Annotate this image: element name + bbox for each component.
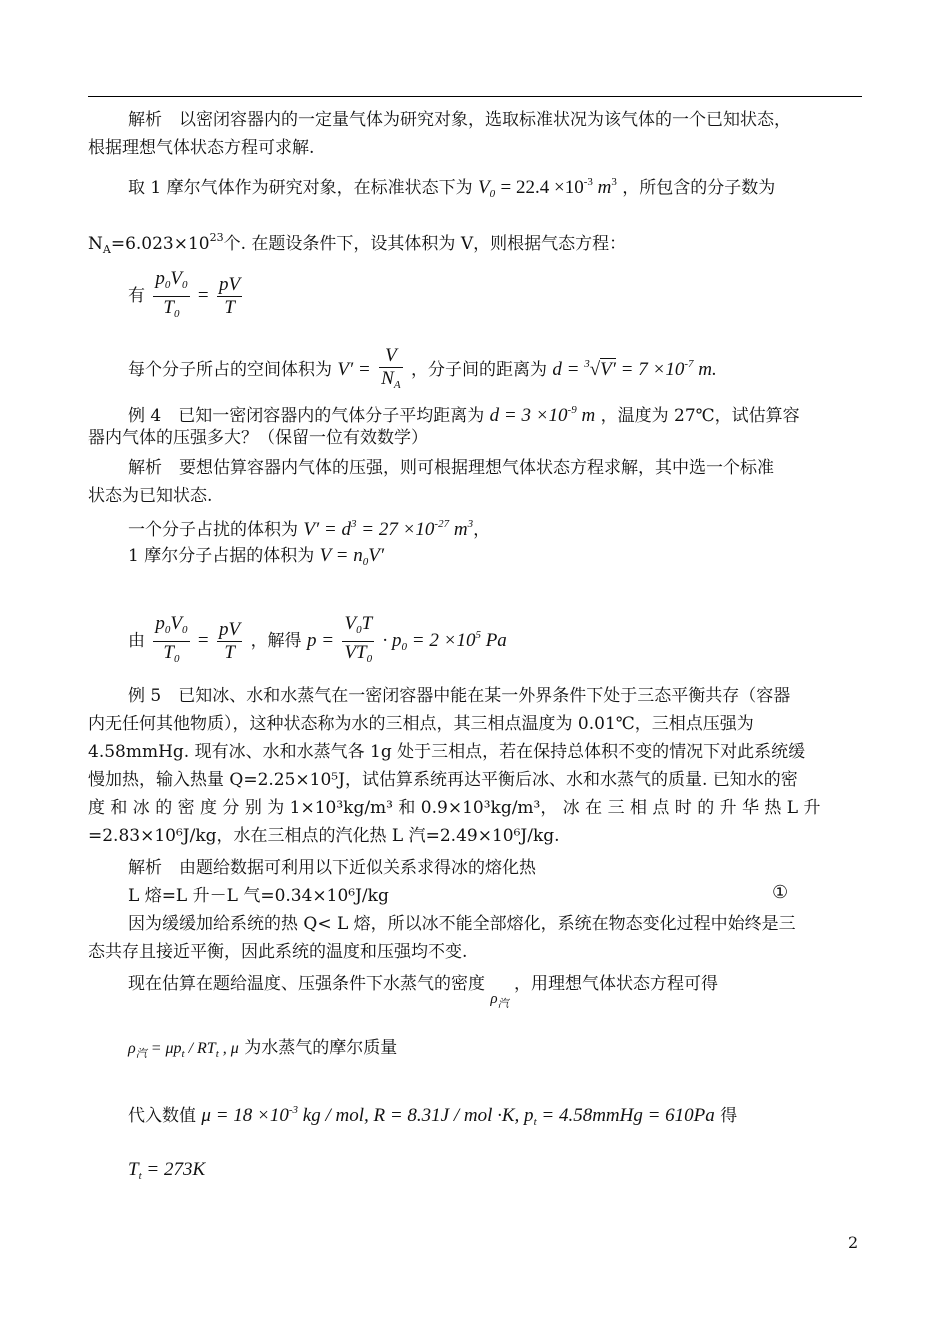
formula-values: $\mu = 18 \times 10^{-3}$ kg / mol, R = 8.31J / mol ·K, $p_t$ = 4.58mmHg = 610Pa (201, 1104, 715, 1128)
text-line (88, 398, 902, 428)
text-line: L 熔=L 升－L 气=0.34×10⁶J/kg (128, 886, 389, 906)
formula-equals: = (197, 285, 209, 306)
text-line: 根据理想气体状态方程可求解. (88, 138, 315, 158)
text-line (88, 972, 902, 1010)
text-line: 4.58mmHg. 现有冰、水和水蒸气各 1g 处于三相点，若在保持总体积不变的情况下对此系统缓 (88, 742, 806, 762)
text-line (88, 544, 902, 574)
text-line: 一个分子占扰的体积为 $V' = d^3 = 27 \times 10^{-27}$ $m^3$， (128, 518, 491, 540)
text-span: ，用理想气体状态方程可得 (514, 974, 719, 994)
text-span: 一个分子占扰的体积为 (128, 520, 298, 540)
formula-fraction: $\frac{V_0T}{VT_0}$ (344, 613, 373, 665)
formula-v-prime: V′ = (337, 359, 371, 380)
formula-fraction: $\frac{p_0V_0}{T_0}$ (155, 613, 188, 665)
equation-number: ① (772, 882, 789, 903)
formula-fraction: $\frac{V}{N_A}$ (381, 345, 401, 391)
text-line: 因为缓缓加给系统的热 Q< L 熔，所以冰不能全部熔化，系统在物态变化过程中始终是三 (128, 914, 796, 934)
text-span: 现在估算在题给温度、压强条件下水蒸气的密度 (128, 974, 485, 994)
text-line (88, 1150, 902, 1196)
text-line (88, 610, 902, 672)
formula-fraction: $\frac{pV}{T}$ (219, 619, 241, 663)
formula-v0: $V_0$ (478, 177, 496, 200)
text-line (88, 340, 902, 396)
text-line: =2.83×10⁶J/kg，水在三相点的汽化热 L 汽=2.49×10⁶J/kg. (88, 826, 560, 846)
text-span: 为水蒸气的摩尔质量 (244, 1038, 398, 1058)
text-line (88, 170, 902, 206)
text-line: 解析 要想估算容器内气体的压强，则可根据理想气体状态方程求解，其中选一个标准 (128, 458, 774, 478)
text-line (88, 1090, 902, 1142)
text-span: ，分子间的距离为 (410, 360, 547, 380)
header-rule (88, 96, 862, 97)
text-line: 解析 以密闭容器内的一定量气体为研究对象，选取标准状况为该气体的一个已知状态， (128, 110, 791, 130)
text-line: 状态为已知状态. (88, 486, 213, 506)
text-span: 取 1 摩尔气体作为研究对象，在标准状态下为 (128, 178, 473, 198)
formula-equals: = (197, 630, 209, 651)
formula-p: p = (306, 630, 335, 651)
text-span: 由 (128, 631, 145, 651)
formula-d: $d = 3 \times 10^{-9}$ m (489, 404, 596, 426)
formula-density: $\rho_汽 = \mu p_t / RT_t$ , μ (128, 1040, 239, 1060)
formula-volume: $V' = d^3 = 27 \times 10^{-27}$ $m^3$ (303, 518, 474, 540)
text-span: 个. 在题设条件下，设其体积为 V，则根据气态方程： (223, 234, 627, 254)
text-span: 1 摩尔分子占据的体积为 (128, 546, 315, 566)
text-span: 每个分子所占的空间体积为 (128, 360, 332, 380)
text-line: 解析 由题给数据可利用以下近似关系求得冰的熔化热 (128, 858, 536, 878)
formula-distance: $d = ^3√V' = 7 \times 10^{-7}$ m. (552, 358, 717, 380)
text-line (88, 226, 862, 262)
page-number: 2 (848, 1233, 859, 1252)
text-span: 例 4 已知一密闭容器内的气体分子平均距离为 (128, 406, 485, 426)
formula-rho: $\rho_汽$ (490, 991, 509, 1010)
text-line: 慢加热，输入热量 Q=2.25×10⁵J，试估算系统再达平衡后冰、水和水蒸气的质量. 已知水的密 (88, 770, 798, 790)
text-span: ，温度为 27℃，试估算容 (600, 406, 800, 426)
text-span: 有 (128, 286, 145, 306)
text-line: 度 和 冰 的 密 度 分 别 为 1×10³kg/m³ 和 0.9×10³kg/m³， 冰 在 三 相 点 时 的 升 华 热 L 升 (88, 798, 821, 818)
text-span: $N_A=6.023\times 10^{23}$ (88, 231, 224, 256)
formula-v0-value: = $22.4 \times 10^{-3}$ $m^3$ (500, 176, 617, 198)
text-line: 例 5 已知冰、水和水蒸气在一密闭容器中能在某一外界条件下处于三态平衡共存（容器 (128, 686, 791, 706)
text-span: 代入数值 (128, 1106, 196, 1126)
text-span: ，解得 (250, 631, 302, 651)
text-line: 内无任何其他物质），这种状态称为水的三相点，其三相点温度为 0.01℃，三相点压强为 (88, 714, 754, 734)
text-line (88, 1028, 902, 1074)
text-line: 器内气体的压强多大？（保留一位有效数学） (88, 428, 428, 448)
formula-fraction: $\frac{pV}{T}$ (219, 274, 241, 318)
formula-molar-volume: $V = n_0V'$ (319, 545, 384, 568)
formula-fraction: $\frac{p_0V_0}{T_0}$ (155, 268, 188, 320)
formula-result: · $p_0 = 2 \times 10^5$ Pa (382, 629, 507, 653)
formula-temperature: $T_t = 273K$ (128, 1159, 206, 1182)
text-span: ，所包含的分子数为 (622, 178, 776, 198)
text-line: 态共存且接近平衡，因此系统的温度和压强均不变. (88, 942, 468, 962)
text-line (88, 268, 902, 325)
text-span: 得 (720, 1106, 738, 1126)
